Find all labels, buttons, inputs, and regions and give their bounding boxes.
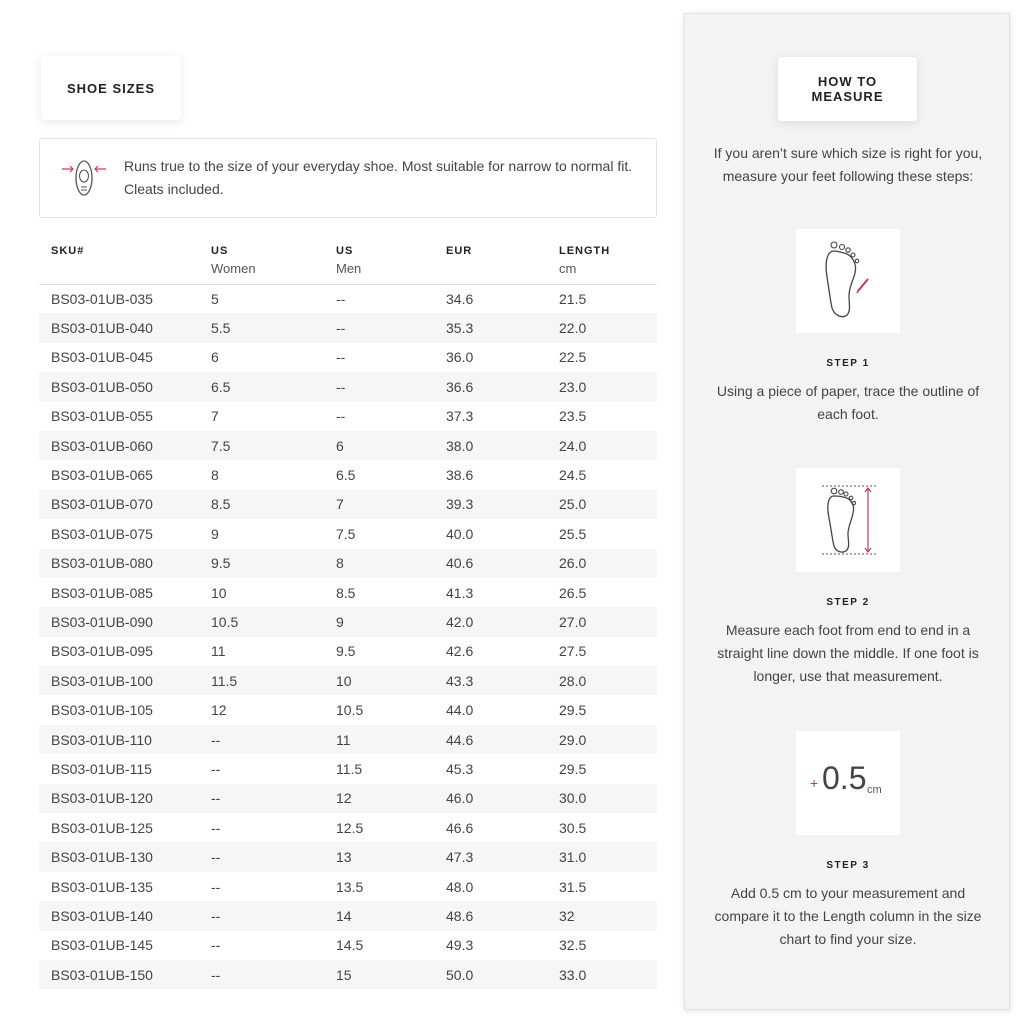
table-row <box>39 313 657 342</box>
cell-us-women: -- <box>211 878 221 895</box>
cell-eur: 34.6 <box>446 290 474 307</box>
shoe-sizes-title: SHOE SIZES <box>41 56 181 120</box>
table-row <box>39 784 657 813</box>
cell-us-men: 12 <box>336 790 352 807</box>
cell-length: 31.0 <box>559 849 587 866</box>
cell-sku: BS03-01UB-130 <box>51 849 153 866</box>
table-row <box>39 931 657 960</box>
cell-length: 31.5 <box>559 878 587 895</box>
step-2-text: Measure each foot from end to end in a straight line down the middle. If one foot is longer, use that measurement. <box>717 622 979 684</box>
cell-us-men: 8 <box>336 555 344 572</box>
table-row <box>39 754 657 783</box>
cell-us-men: 10 <box>336 672 352 689</box>
cell-us-women: 11.5 <box>211 672 238 689</box>
cell-eur: 43.3 <box>446 672 474 689</box>
how-to-measure-title <box>778 57 917 121</box>
table-row <box>39 842 657 871</box>
cell-sku: BS03-01UB-050 <box>51 378 153 395</box>
cell-length: 32 <box>559 907 575 924</box>
table-row <box>39 549 657 578</box>
cell-length: 24.0 <box>559 437 587 454</box>
cell-us-women: 7.5 <box>211 437 231 454</box>
cell-us-women: -- <box>211 731 221 748</box>
cell-us-men: 12.5 <box>336 819 364 836</box>
cell-length: 21.5 <box>559 290 587 307</box>
how-to-measure-panel <box>684 13 1010 1010</box>
cell-us-women: 6.5 <box>211 378 231 395</box>
cell-length: 27.5 <box>559 643 587 660</box>
cell-us-men: 11 <box>336 731 351 748</box>
table-row <box>39 343 657 372</box>
cell-us-women: -- <box>211 907 221 924</box>
cell-us-women: -- <box>211 937 221 954</box>
cell-sku: BS03-01UB-080 <box>51 555 153 572</box>
cell-sku: BS03-01UB-125 <box>51 819 153 836</box>
table-row <box>39 519 657 548</box>
table-row <box>39 460 657 489</box>
cell-sku: BS03-01UB-090 <box>51 613 153 630</box>
table-row <box>39 695 657 724</box>
step-2-image <box>796 468 900 572</box>
size-table <box>39 236 657 989</box>
cell-us-men: 7 <box>336 496 344 513</box>
col-subtitle: cm <box>559 261 577 276</box>
cell-sku: BS03-01UB-105 <box>51 702 153 719</box>
table-row <box>39 284 657 313</box>
cell-us-men: 6 <box>336 437 344 454</box>
cell-eur: 41.3 <box>446 584 474 601</box>
cell-us-women: 7 <box>211 408 219 425</box>
cell-us-women: 9.5 <box>211 555 231 572</box>
cell-length: 32.5 <box>559 937 587 954</box>
cell-us-women: 8 <box>211 467 219 484</box>
cell-us-men: 13 <box>336 849 352 866</box>
cell-length: 26.0 <box>559 555 587 572</box>
cell-eur: 35.3 <box>446 320 474 337</box>
cell-us-men: -- <box>336 290 346 307</box>
cell-sku: BS03-01UB-070 <box>51 496 153 513</box>
cell-us-men: 11.5 <box>336 760 363 777</box>
cell-sku: BS03-01UB-115 <box>51 760 152 777</box>
table-row <box>39 725 657 754</box>
cell-us-women: 11 <box>211 643 226 660</box>
cell-us-men: 6.5 <box>336 467 356 484</box>
foot-trace-icon <box>796 229 900 333</box>
cell-us-women: 12 <box>211 702 227 719</box>
cell-sku: BS03-01UB-150 <box>51 966 153 983</box>
cell-length: 25.0 <box>559 496 587 513</box>
table-row <box>39 490 657 519</box>
cell-us-men: 14 <box>336 907 352 924</box>
cell-sku: BS03-01UB-045 <box>51 349 153 366</box>
cell-length: 23.5 <box>559 408 587 425</box>
foot-measure-icon <box>796 468 900 572</box>
cell-length: 28.0 <box>559 672 587 689</box>
col-title: LENGTH <box>559 245 611 257</box>
table-row <box>39 666 657 695</box>
cell-eur: 39.3 <box>446 496 474 513</box>
cell-length: 29.5 <box>559 702 587 719</box>
col-sku-header <box>39 236 211 284</box>
measure-intro: If you aren’t sure which size is right for you, measure your feet following these steps: <box>713 145 983 184</box>
cell-length: 22.0 <box>559 320 587 337</box>
step-1-title: STEP 1 <box>826 358 870 369</box>
col-title: US <box>211 245 229 257</box>
cell-eur: 38.0 <box>446 437 474 454</box>
cell-us-women: -- <box>211 819 221 836</box>
cell-length: 29.5 <box>559 760 587 777</box>
cell-us-men: 9.5 <box>336 643 356 660</box>
cell-eur: 40.6 <box>446 555 474 572</box>
col-title: EUR <box>446 245 473 257</box>
cell-sku: BS03-01UB-060 <box>51 437 153 454</box>
step-1-image <box>796 229 900 333</box>
cell-us-men: 7.5 <box>336 525 356 542</box>
cell-us-women: 10 <box>211 584 227 601</box>
table-row <box>39 402 657 431</box>
cell-eur: 44.0 <box>446 702 474 719</box>
cell-sku: BS03-01UB-145 <box>51 937 153 954</box>
step-3-title: STEP 3 <box>826 860 870 871</box>
cell-us-men: 9 <box>336 613 344 630</box>
cell-us-men: -- <box>336 378 346 395</box>
cell-eur: 48.6 <box>446 907 474 924</box>
cell-sku: BS03-01UB-140 <box>51 907 153 924</box>
cell-length: 29.0 <box>559 731 587 748</box>
table-row <box>39 901 657 930</box>
cell-eur: 49.3 <box>446 937 474 954</box>
cell-sku: BS03-01UB-055 <box>51 408 153 425</box>
plus-icon: + <box>810 775 819 791</box>
cell-us-women: -- <box>211 966 221 983</box>
table-row <box>39 637 657 666</box>
cell-us-women: 9 <box>211 525 219 542</box>
cell-eur: 47.3 <box>446 849 474 866</box>
table-row <box>39 607 657 636</box>
table-row <box>39 960 657 989</box>
table-row <box>39 578 657 607</box>
cell-length: 25.5 <box>559 525 587 542</box>
cell-eur: 36.0 <box>446 349 474 366</box>
cell-sku: BS03-01UB-065 <box>51 467 153 484</box>
cell-eur: 40.0 <box>446 525 474 542</box>
table-row <box>39 872 657 901</box>
cell-eur: 42.0 <box>446 613 474 630</box>
cell-length: 30.5 <box>559 819 587 836</box>
cell-us-women: 5 <box>211 290 219 307</box>
cell-sku: BS03-01UB-075 <box>51 525 153 542</box>
step-3-image <box>796 731 900 835</box>
cell-us-women: -- <box>211 849 221 866</box>
step-1-text: Using a piece of paper, trace the outline of each foot. <box>716 383 980 422</box>
cell-eur: 48.0 <box>446 878 474 895</box>
table-row <box>39 431 657 460</box>
cell-us-women: 5.5 <box>211 320 231 337</box>
cell-sku: BS03-01UB-035 <box>51 290 153 307</box>
cell-us-women: -- <box>211 760 221 777</box>
col-title: SKU# <box>51 245 85 257</box>
cell-us-men: 15 <box>336 966 352 983</box>
cell-us-women: -- <box>211 790 221 807</box>
cell-length: 23.0 <box>559 378 587 395</box>
cm-unit: cm <box>867 784 882 796</box>
cell-length: 33.0 <box>559 966 587 983</box>
cell-sku: BS03-01UB-120 <box>51 790 153 807</box>
cell-sku: BS03-01UB-100 <box>51 672 153 689</box>
cell-us-men: 14.5 <box>336 937 364 954</box>
table-row <box>39 372 657 401</box>
col-subtitle: Men <box>336 261 362 276</box>
half-cm-value: 0.5 <box>822 760 867 796</box>
cell-us-men: 8.5 <box>336 584 356 601</box>
title-line-1: HOW TO <box>817 74 878 89</box>
cell-sku: BS03-01UB-040 <box>51 320 153 337</box>
cell-length: 26.5 <box>559 584 587 601</box>
cell-eur: 50.0 <box>446 966 474 983</box>
cell-eur: 38.6 <box>446 467 474 484</box>
col-length-header <box>559 236 657 284</box>
fit-notice <box>39 138 657 218</box>
cell-us-women: 10.5 <box>211 613 239 630</box>
cell-us-men: 13.5 <box>336 878 364 895</box>
fit-notice-text: Runs true to the size of your everyday shoe. Most suitable for narrow to normal fit. Cleats included. <box>124 158 633 197</box>
cell-eur: 45.3 <box>446 760 474 777</box>
cell-length: 22.5 <box>559 349 587 366</box>
cell-eur: 42.6 <box>446 643 474 660</box>
col-eur-header <box>446 236 559 284</box>
step-3-text: Add 0.5 cm to your measurement and compare it to the Length column in the size chart to find your size. <box>714 885 982 947</box>
cell-us-men: -- <box>336 349 346 366</box>
col-subtitle: Women <box>211 261 256 276</box>
cell-eur: 46.6 <box>446 819 474 836</box>
size-table-header <box>39 236 657 284</box>
cell-us-men: -- <box>336 408 346 425</box>
cell-sku: BS03-01UB-085 <box>51 584 153 601</box>
shoe-fit-icon <box>60 153 110 201</box>
col-us-men-header <box>336 236 446 284</box>
cell-sku: BS03-01UB-110 <box>51 731 152 748</box>
cell-length: 24.5 <box>559 467 587 484</box>
table-row <box>39 813 657 842</box>
cell-us-men: -- <box>336 320 346 337</box>
cell-eur: 36.6 <box>446 378 474 395</box>
cell-eur: 44.6 <box>446 731 474 748</box>
cell-eur: 37.3 <box>446 408 474 425</box>
cell-sku: BS03-01UB-095 <box>51 643 153 660</box>
cell-length: 30.0 <box>559 790 587 807</box>
step-2-title: STEP 2 <box>826 597 870 608</box>
cell-sku: BS03-01UB-135 <box>51 878 153 895</box>
cell-us-women: 8.5 <box>211 496 231 513</box>
col-us-women-header <box>211 236 336 284</box>
cell-us-women: 6 <box>211 349 219 366</box>
cell-eur: 46.0 <box>446 790 474 807</box>
col-title: US <box>336 245 354 257</box>
cell-length: 27.0 <box>559 613 587 630</box>
title-line-2: MEASURE <box>811 89 884 104</box>
cell-us-men: 10.5 <box>336 702 364 719</box>
